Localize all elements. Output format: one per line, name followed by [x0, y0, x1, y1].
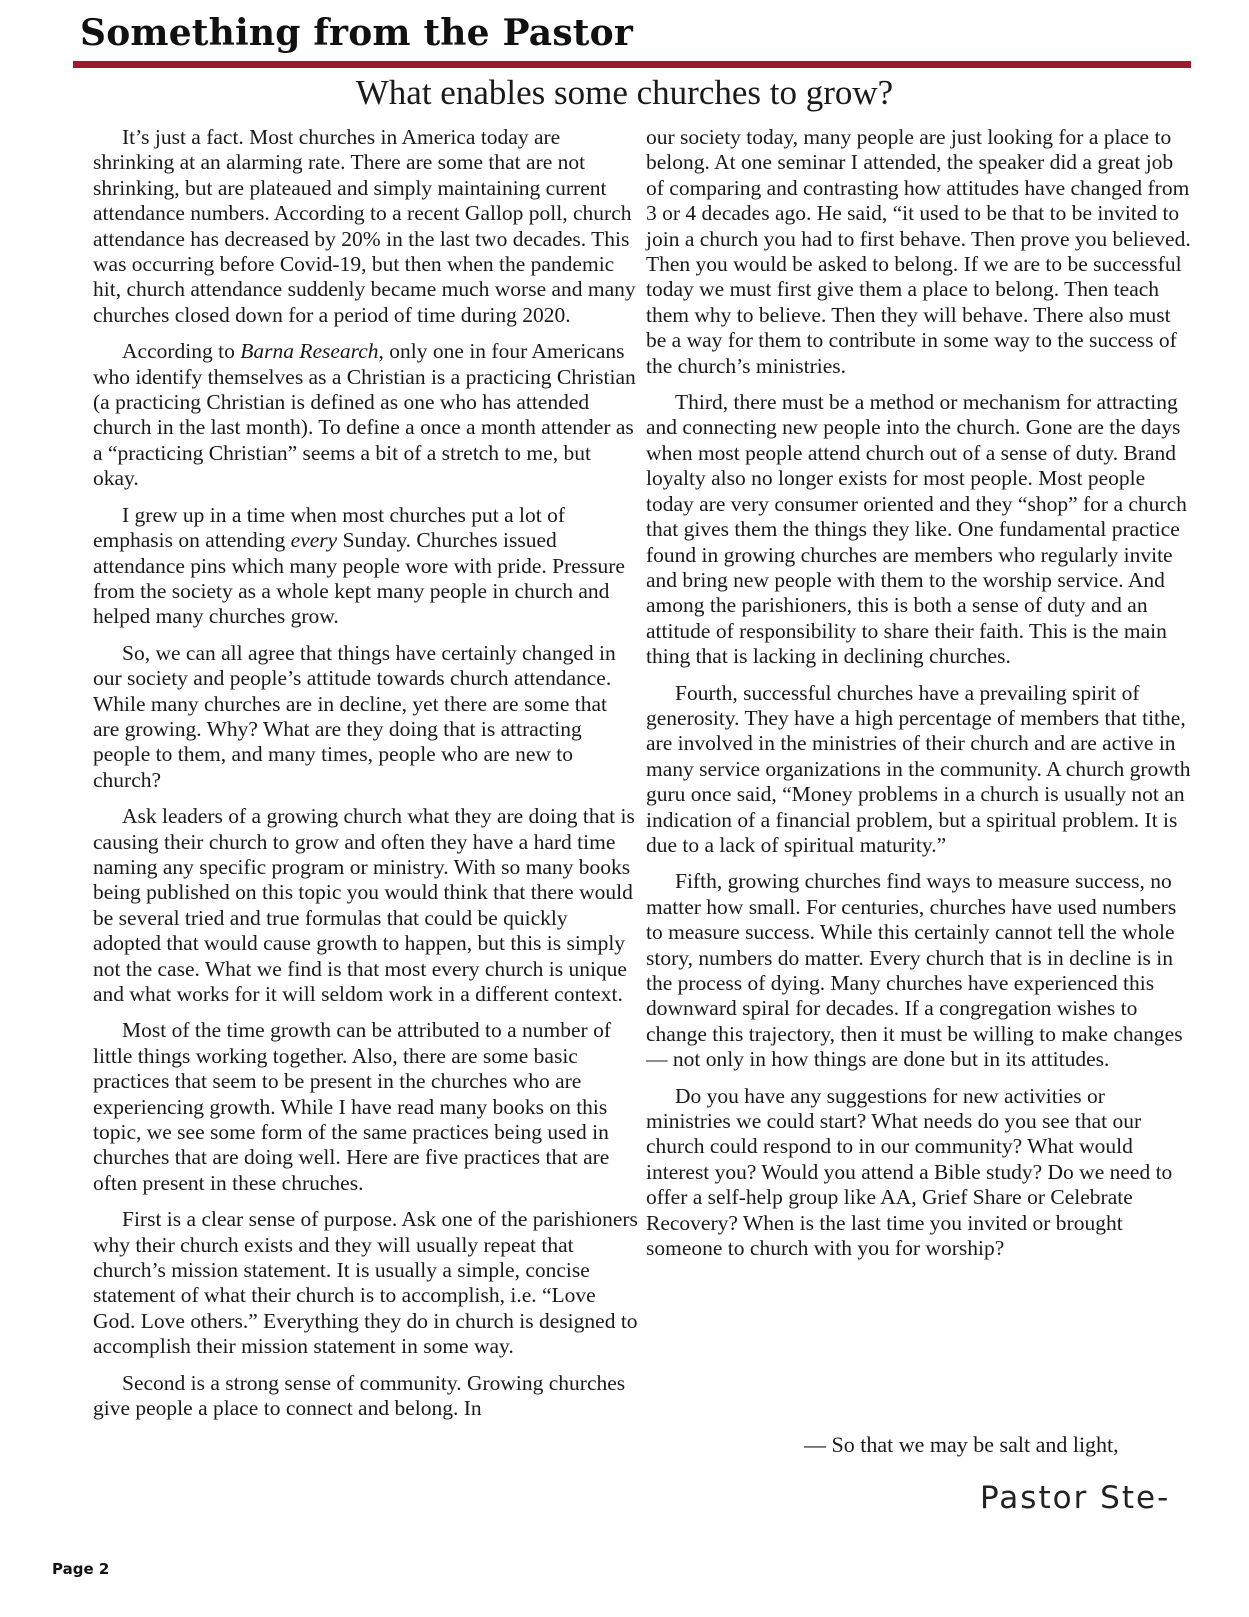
paragraph: Do you have any suggestions for new activities or ministries we could start? What needs do you see that our church could respond to in our community? What would interest you? Would you attend a Bible study? Do we need to offer a self-help group like AA, Grief Share or Celebrate Recovery? When is the last time you invited or brought someone to church with you for worship?	[646, 1083, 1173, 1261]
paragraph: I grew up in a time when most churches put a lot of emphasis on attending every Sunday. Churches issued attendance pins which many people wore with pride. Pressure from the society as a whole kept many people in church and helped many churches grow.	[93, 502, 625, 629]
paragraph: Fifth, growing churches find ways to measure success, no matter how small. For centuries, churches have used numbers to measure success. While this certainly cannot tell the whole story, numbers do matter. Every church that is in decline is in the process of dying. Many churches have experienced this downward spiral for decades. If a congregation wishes to change this trajectory, then it must be willing to make changes — not only in how things are done but in its attitudes.	[646, 869, 1183, 1072]
paragraph: Fourth, successful churches have a prevailing spirit of generosity. They have a high percentage of members that tithe, are involved in the ministries of their church and are active in many service organizations in the community. A church growth guru once said, “Money problems in a church is usually not an indication of a financial problem, but a spiritual problem. It is due to a lack of spiritual maturity.”	[646, 680, 1191, 857]
paragraph: our society today, many people are just looking for a place to belong. At one seminar I attended, the speaker did a great job of comparing and contrasting how attitudes have changed from 3 or 4 decades ago. He said, “it used to be that to be invited to join a church you had to first behave. Then prove you believed. Then you would be asked to belong. If we are to be successful today we must first give them a place to belong. Then teach them why to believe. Then they will behave. There also must be a way for them to contribute in some way to the success of the church’s ministries.	[646, 125, 1191, 378]
paragraph: Third, there must be a method or mechanism for attracting and connecting new people into the church. Gone are the days when most people attend church out of a sense of duty. Brand loyalty also no longer exists for most people. Most people today are very consumer oriented and they “shop” for a church that gives them the things they like. One fundamental practice found in growing churches are members who regularly invite and bring new people with them to the worship service. And among the parishioners, this is both a sense of duty and an attitude of responsibility to share their faith. This is the main thing that is lacking in declining churches.	[646, 390, 1187, 669]
paragraph: Most of the time growth can be attributed to a number of little things working together. Also, there are some basic practices that seem to be present in the churches who are experiencing growth. While I have read many books on this topic, we see some form of the same practices being used in churches that are doing well. Here are five practices that are often present in these chruches.	[93, 1018, 611, 1195]
left-column	[93, 125, 638, 1433]
emphasis: Barna Research	[240, 339, 379, 364]
right-column	[646, 125, 1192, 1272]
paragraph: Ask leaders of a growing church what they are doing that is causing their church to grow and often they have a hard time naming any specific program or ministry. With so many books being published on this topic you would think that there would be several tried and true formulas that could be quickly adopted that would cause growth to happen, but this is simply not the case. What we find is that most every church is unique and what works for it will seldom work in a different context.	[93, 804, 635, 1006]
paragraph: According to Barna Research, only one in four Americans who identify themselves as a Christian is a practicing Christian (a practicing Christian is defined as one who has attended church in the last month). To define a once a month attender as a “practicing Christian” seems a bit of a stretch to me, but okay.	[93, 339, 636, 491]
section-title: Something from the Pastor	[80, 12, 633, 54]
page-number: Page 2	[52, 1560, 110, 1578]
paragraph: It’s just a fact. Most churches in America today are shrinking at an alarming rate. There are some that are not shrinking, but are plateaued and simply maintaining current attendance numbers. According to a recent Gallop poll, church attendance has decreased by 20% in the last two decades. This was occurring before Covid-19, but then when the pandemic hit, church attendance suddenly became much worse and many churches closed down for a period of time during 2020.	[93, 125, 636, 327]
article-title: What enables some churches to grow?	[355, 73, 894, 112]
closing-line: — So that we may be salt and light,	[804, 1432, 1119, 1457]
emphasis: every	[290, 528, 338, 553]
paragraph: So, we can all agree that things have certainly changed in our society and people’s attitude towards church attendance. While many churches are in decline, yet there are some that are growing. Why? What are they doing that is attracting people to them, and many times, people who are new to church?	[93, 640, 616, 792]
paragraph: Second is a strong sense of community. Growing churches give people a place to connect and belong. In	[93, 1370, 626, 1421]
signature: Pastor Ste-	[980, 1480, 1171, 1516]
title-rule	[73, 61, 1191, 68]
paragraph: First is a clear sense of purpose. Ask one of the parishioners why their church exists and they will usually repeat that church’s mission statement. It is usually a simple, concise statement of what their church is to accomplish, i.e. “Love God. Love others.” Everything they do in church is designed to accomplish their mission statement in some way.	[93, 1207, 638, 1359]
